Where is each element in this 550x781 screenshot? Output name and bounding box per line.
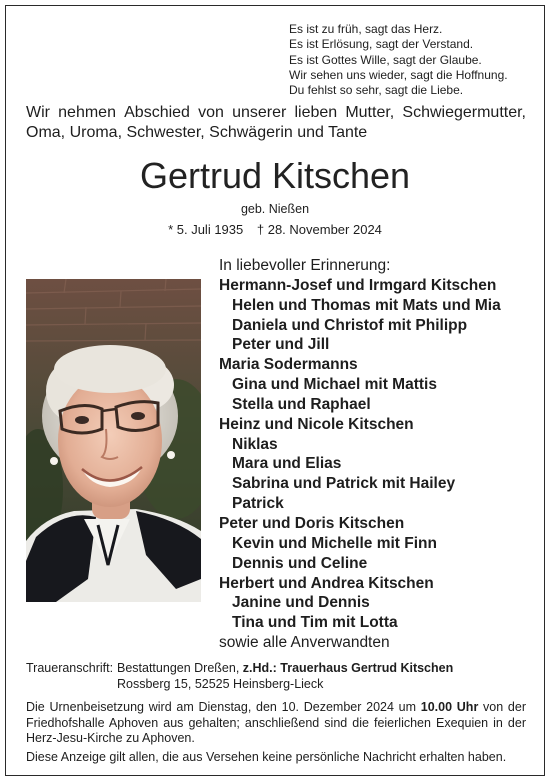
- death-date: † 28. November 2024: [256, 222, 382, 237]
- family-heading: In liebevoller Erinnerung:: [219, 257, 391, 274]
- intro-word: Mutter,: [345, 104, 395, 121]
- service-text: [26, 700, 526, 747]
- poem-line: Du fehlst so sehr, sagt die Liebe.: [289, 83, 464, 98]
- family-line: Mara und Elias: [232, 455, 342, 473]
- intro-text: [26, 103, 526, 143]
- mourning-address: [26, 660, 453, 692]
- intro-word: Abschied: [124, 104, 190, 121]
- family-footer: sowie alle Anverwandten: [219, 634, 390, 652]
- family-line: Dennis und Celine: [232, 554, 368, 572]
- life-dates: [0, 222, 550, 237]
- intro-word: Wir: [26, 104, 50, 121]
- birth-date: * 5. Juli 1935: [168, 222, 244, 237]
- service-time: 10.00 Uhr: [420, 700, 479, 714]
- address-line-1: [26, 660, 453, 676]
- address-label: Traueranschrift:: [26, 661, 114, 675]
- family-line: Tina und Tim mit Lotta: [232, 614, 398, 632]
- poem-line: Es ist Erlösung, sagt der Verstand.: [289, 37, 474, 52]
- family-line: Heinz und Nicole Kitschen: [219, 415, 414, 433]
- poem-line: Es ist Gottes Wille, sagt der Glaube.: [289, 52, 482, 67]
- family-line: Gina und Michael mit Mattis: [232, 376, 437, 394]
- poem: [289, 22, 508, 98]
- family-line: Kevin und Michelle mit Finn: [232, 534, 437, 552]
- family-line: Stella und Raphael: [232, 395, 371, 413]
- family-line: Sabrina und Patrick mit Hailey: [232, 475, 456, 493]
- family-line: Daniela und Christof mit Philipp: [232, 316, 468, 334]
- service-text-start: Die Urnenbeisetzung wird am Dienstag, den 10. Dezember 2024 um: [26, 700, 421, 714]
- closing-note: Diese Anzeige gilt allen, die aus Versehen keine persönliche Nachricht erhalten haben.: [26, 749, 507, 764]
- service-text-end: von der Friedhofshalle Aphoven aus gehalten; anschließend sind die feierlichen Exequien in der Herz-Jesu-Kirche zu Aphoven.: [26, 700, 527, 745]
- family-line: Hermann-Josef und Irmgard Kitschen: [219, 276, 497, 294]
- poem-line: Wir sehen uns wieder, sagt die Hoffnung.: [289, 67, 508, 82]
- family-list: [219, 256, 501, 653]
- intro-word: unserer: [232, 104, 287, 121]
- family-line: Peter und Doris Kitschen: [219, 514, 405, 532]
- portrait-photo: [26, 279, 201, 602]
- intro-word: Schwiegermutter,: [402, 104, 526, 121]
- deceased-name: Gertrud Kitschen: [139, 155, 411, 196]
- family-line: Maria Sodermanns: [219, 356, 358, 374]
- service-info: [26, 700, 526, 765]
- family-line: Helen und Thomas mit Mats und Mia: [232, 296, 501, 314]
- family-line: Peter und Jill: [232, 336, 330, 354]
- address-recipient: z.Hd.: Trauerhaus Gertrud Kitschen: [242, 661, 454, 675]
- intro-word: nehmen: [58, 104, 116, 121]
- intro-line-2: Oma, Uroma, Schwester, Schwägerin und Tante: [26, 124, 368, 141]
- intro-word: von: [198, 104, 224, 121]
- address-line-2: Rossberg 15, 52525 Heinsberg-Lieck: [117, 677, 324, 691]
- intro-line-1: [26, 103, 526, 123]
- family-line: Niklas: [232, 435, 278, 453]
- birth-name: geb. Nießen: [240, 202, 310, 216]
- family-line: Patrick: [232, 495, 284, 513]
- family-line: Janine und Dennis: [232, 594, 370, 612]
- family-line: Herbert und Andrea Kitschen: [219, 574, 434, 592]
- intro-word: lieben: [294, 104, 338, 121]
- address-funeral-home: Bestattungen Dreßen,: [117, 661, 243, 675]
- poem-line: Es ist zu früh, sagt das Herz.: [289, 22, 443, 36]
